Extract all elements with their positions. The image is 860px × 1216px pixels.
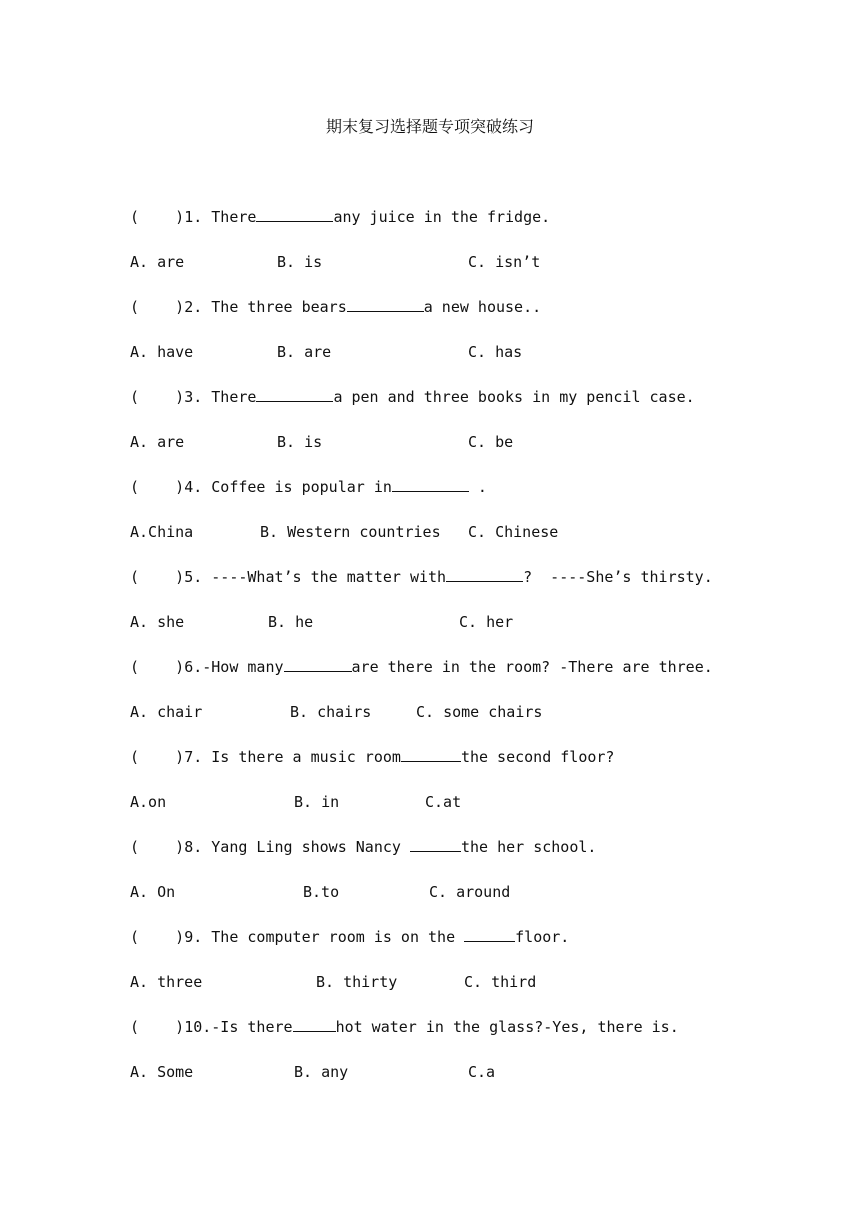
options-row — [130, 342, 830, 387]
question-text-after: any juice in the fridge. — [333, 208, 551, 226]
answer-blank[interactable] — [293, 1017, 336, 1032]
option-c[interactable]: C. be — [468, 433, 514, 451]
question-text-after: floor. — [515, 928, 570, 946]
question-5 — [130, 567, 830, 612]
question-number: 6. — [184, 658, 203, 676]
option-b[interactable]: B.to — [303, 883, 340, 901]
option-a[interactable]: A. are — [130, 253, 185, 271]
question-text-after: are there in the room? -There are three. — [351, 658, 713, 676]
question-4 — [130, 477, 830, 522]
answer-blank[interactable] — [347, 297, 424, 312]
options-row — [130, 702, 830, 747]
option-c[interactable]: C. some chairs — [416, 703, 543, 721]
option-c[interactable]: C. third — [464, 973, 537, 991]
question-list — [130, 207, 830, 1107]
question-9 — [130, 927, 830, 972]
question-6 — [130, 657, 830, 702]
question-text-before: Yang Ling shows Nancy — [202, 838, 410, 856]
options-row — [130, 522, 830, 567]
options-row — [130, 792, 830, 837]
option-a[interactable]: A. she — [130, 613, 185, 631]
option-b[interactable]: B. he — [268, 613, 314, 631]
question-1 — [130, 207, 830, 252]
option-a[interactable]: A. three — [130, 973, 203, 991]
question-3 — [130, 387, 830, 432]
answer-paren[interactable]: ( ) — [130, 1018, 185, 1036]
option-c[interactable]: C.a — [468, 1063, 496, 1081]
option-a[interactable]: A.China — [130, 523, 194, 541]
answer-paren[interactable]: ( ) — [130, 838, 185, 856]
answer-blank[interactable] — [256, 387, 333, 402]
question-number: 1. — [184, 208, 203, 226]
option-a[interactable]: A. chair — [130, 703, 203, 721]
question-10 — [130, 1017, 830, 1062]
option-b[interactable]: B. chairs — [290, 703, 372, 721]
options-row — [130, 252, 830, 297]
option-a[interactable]: A. are — [130, 433, 185, 451]
option-c[interactable]: C. has — [468, 343, 523, 361]
option-c[interactable]: C. her — [459, 613, 514, 631]
option-c[interactable]: C.at — [425, 793, 462, 811]
question-text-before: There — [202, 208, 257, 226]
question-number: 3. — [184, 388, 203, 406]
answer-paren[interactable]: ( ) — [130, 748, 185, 766]
question-text-before: The three bears — [202, 298, 347, 316]
options-row — [130, 432, 830, 477]
question-text-after: the second floor? — [460, 748, 615, 766]
options-row — [130, 882, 830, 927]
option-b[interactable]: B. in — [294, 793, 340, 811]
question-text-after: hot water in the glass?-Yes, there is. — [335, 1018, 679, 1036]
question-number: 10. — [184, 1018, 212, 1036]
options-row — [130, 972, 830, 1017]
option-a[interactable]: A. On — [130, 883, 176, 901]
answer-blank[interactable] — [410, 837, 461, 852]
question-number: 4. — [184, 478, 203, 496]
question-text-before: Is there a music room — [202, 748, 401, 766]
question-2 — [130, 297, 830, 342]
question-text-after: the her school. — [460, 838, 597, 856]
question-number: 7. — [184, 748, 203, 766]
option-b[interactable]: B. are — [277, 343, 332, 361]
question-number: 8. — [184, 838, 203, 856]
option-b[interactable]: B. is — [277, 253, 323, 271]
question-number: 2. — [184, 298, 203, 316]
answer-paren[interactable]: ( ) — [130, 298, 185, 316]
question-8 — [130, 837, 830, 882]
page-title: 期末复习选择题专项突破练习 — [325, 117, 534, 136]
answer-blank[interactable] — [256, 207, 333, 222]
option-a[interactable]: A. Some — [130, 1063, 194, 1081]
question-text-before: -How many — [202, 658, 284, 676]
question-text-before: ----What’s the matter with — [202, 568, 447, 586]
answer-paren[interactable]: ( ) — [130, 478, 185, 496]
answer-blank[interactable] — [464, 927, 515, 942]
answer-paren[interactable]: ( ) — [130, 928, 185, 946]
question-text-before: Coffee is popular in — [202, 478, 392, 496]
question-text-after: ? ----She’s thirsty. — [523, 568, 713, 586]
option-c[interactable]: C. around — [429, 883, 511, 901]
question-7 — [130, 747, 830, 792]
question-text-after: a pen and three books in my pencil case. — [333, 388, 695, 406]
answer-blank[interactable] — [284, 657, 352, 672]
options-row — [130, 1062, 830, 1107]
question-text-after: a new house.. — [423, 298, 542, 316]
options-row — [130, 612, 830, 657]
option-a[interactable]: A.on — [130, 793, 167, 811]
answer-blank[interactable] — [401, 747, 461, 762]
option-b[interactable]: B. any — [294, 1063, 349, 1081]
option-c[interactable]: C. Chinese — [468, 523, 559, 541]
option-b[interactable]: B. Western countries — [260, 523, 441, 541]
answer-paren[interactable]: ( ) — [130, 568, 185, 586]
question-text-before: The computer room is on the — [202, 928, 465, 946]
answer-blank[interactable] — [446, 567, 523, 582]
option-c[interactable]: C. isn’t — [468, 253, 541, 271]
answer-blank[interactable] — [392, 477, 469, 492]
question-text-before: -Is there — [211, 1018, 293, 1036]
question-text-before: There — [202, 388, 257, 406]
question-number: 9. — [184, 928, 203, 946]
option-b[interactable]: B. is — [277, 433, 323, 451]
question-number: 5. — [184, 568, 203, 586]
answer-paren[interactable]: ( ) — [130, 658, 185, 676]
answer-paren[interactable]: ( ) — [130, 388, 185, 406]
question-text-after: . — [468, 478, 487, 496]
option-b[interactable]: B. thirty — [316, 973, 398, 991]
answer-paren[interactable]: ( ) — [130, 208, 185, 226]
option-a[interactable]: A. have — [130, 343, 194, 361]
